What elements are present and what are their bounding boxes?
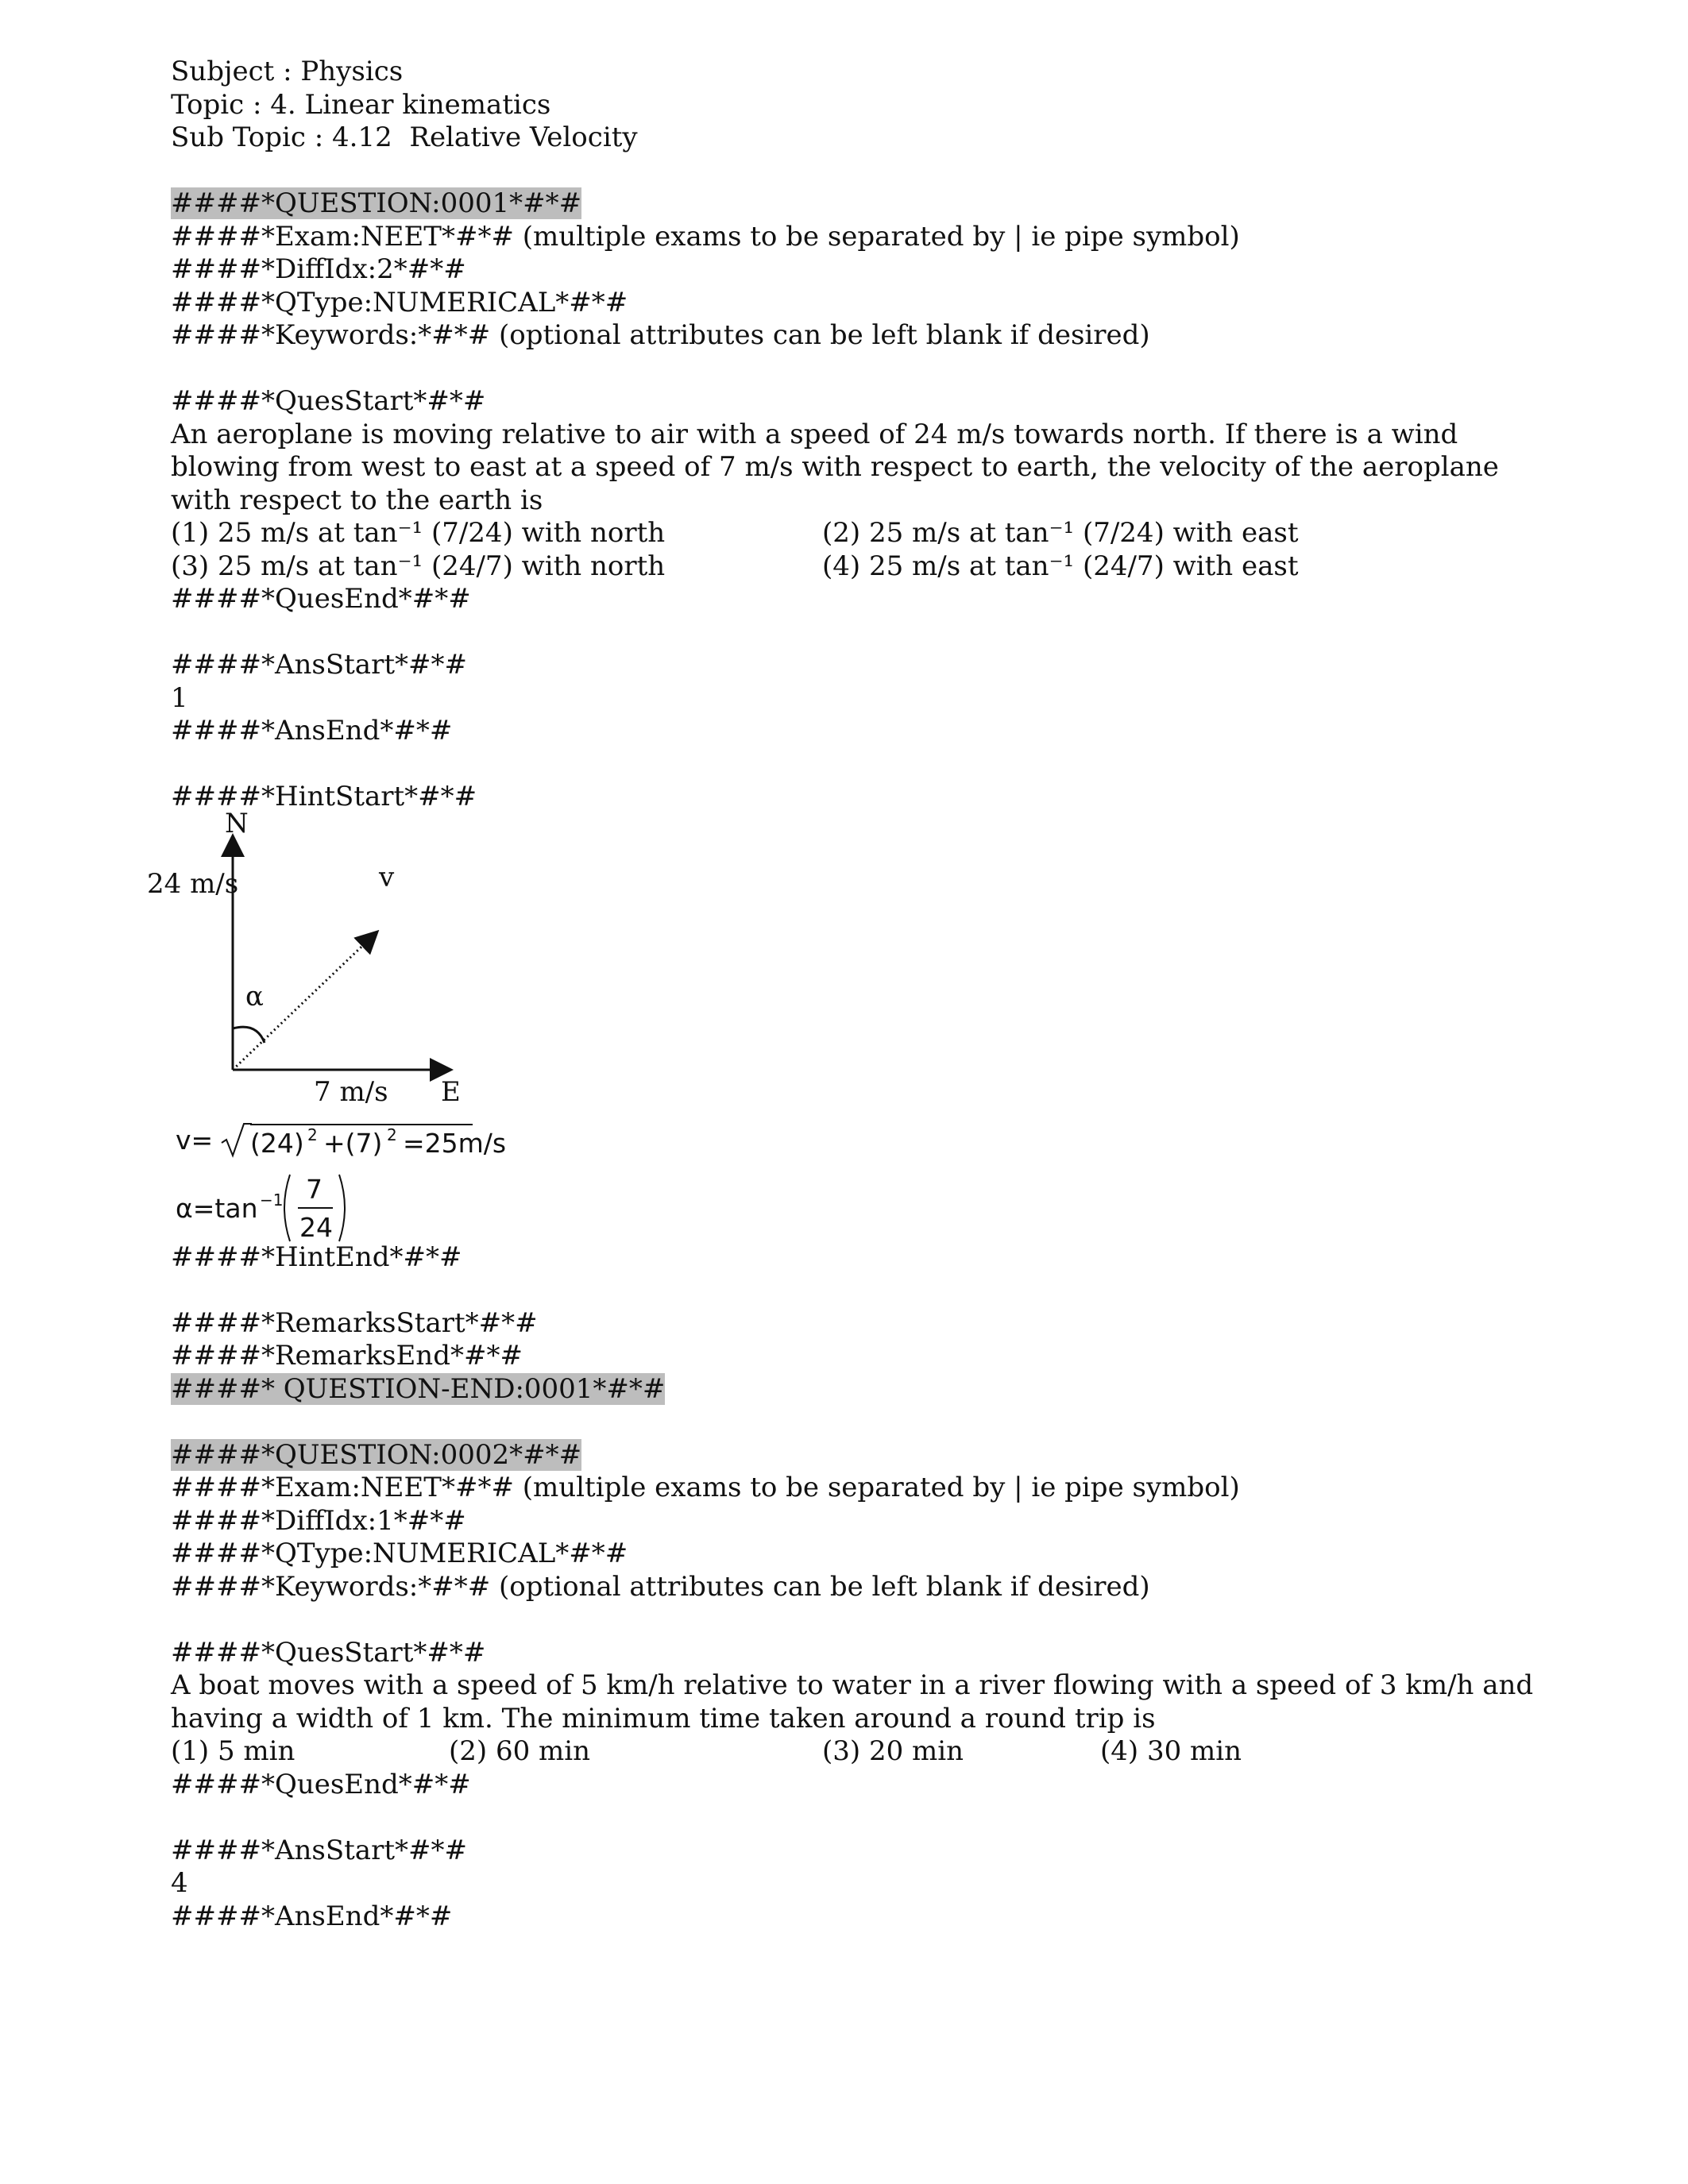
document-page	[147, 56, 1537, 1933]
q1-ans-start: ####*AnsStart*#*#	[171, 649, 467, 681]
q1-question-tag: ####*QUESTION:0001*#*#	[171, 187, 582, 219]
q1-ans-end: ####*AnsEnd*#*#	[171, 715, 453, 747]
q1-option-3: (3) 25 m/s at tan⁻¹ (24/7) with north	[171, 550, 666, 582]
alpha-label: α	[245, 980, 264, 1013]
q2-diff-line: ####*DiffIdx:1*#*#	[171, 1504, 466, 1537]
q2-options-row	[171, 1735, 1537, 1769]
eq2-numerator: 7	[306, 1173, 323, 1205]
eq2-lhs: α=tan	[176, 1192, 258, 1224]
east-label: E	[441, 1075, 461, 1108]
eq2-exp: −1	[260, 1190, 284, 1210]
q2-option-4: (4) 30 min	[1100, 1735, 1242, 1767]
q1-remarks-start: ####*RemarksStart*#*#	[171, 1306, 538, 1339]
subject-line: Subject : Physics	[171, 56, 404, 87]
eq1-exp-a: 2	[307, 1125, 318, 1144]
q1-option-2: (2) 25 m/s at tan⁻¹ (7/24) with east	[822, 517, 1299, 549]
q2-exam-line: ####*Exam:NEET*#*# (multiple exams to be separated by | ie pipe symbol)	[171, 1472, 1240, 1503]
eq1-term-a: (24)	[250, 1127, 304, 1159]
q1-option-4: (4) 25 m/s at tan⁻¹ (24/7) with east	[822, 550, 1299, 582]
q2-option-3: (3) 20 min	[822, 1735, 964, 1767]
vector-diagram	[147, 807, 592, 1108]
q1-hint-end: ####*HintEnd*#*#	[171, 1241, 462, 1273]
q1-question-text: An aeroplane is moving relative to air with a speed of 24 m/s towards north. If there is a wind blowing from west to east at a speed of 7 m/s with respect to earth, the velocity of the aeroplane with respect to the earth is	[171, 418, 1499, 516]
q1-question-end: ####* QUESTION-END:0001*#*#	[171, 1372, 666, 1405]
q1-remarks-end: ####*RemarksEnd*#*#	[171, 1340, 523, 1372]
north-speed-label: 24 m/s	[147, 867, 239, 900]
q1-qtype-line: ####*QType:NUMERICAL*#*#	[171, 286, 628, 318]
eq1-term-b: +(7)	[323, 1127, 383, 1159]
q2-keywords-line: ####*Keywords:*#*# (optional attributes can be left blank if desired)	[171, 1570, 1150, 1603]
q2-ques-start: ####*QuesStart*#*#	[171, 1636, 486, 1669]
sqrt-bar	[250, 1124, 473, 1125]
q1-option-1: (1) 25 m/s at tan⁻¹ (7/24) with north	[171, 517, 666, 549]
q1-exam-line: ####*Exam:NEET*#*# (multiple exams to be separated by | ie pipe symbol)	[171, 220, 1240, 253]
sqrt-sign	[220, 1122, 252, 1159]
v-label: v	[379, 861, 395, 893]
q2-qtype-line: ####*QType:NUMERICAL*#*#	[171, 1538, 628, 1569]
q2-ans-start: ####*AnsStart*#*#	[171, 1834, 467, 1866]
q1-options-row-1	[171, 517, 1537, 550]
q1-ques-start: ####*QuesStart*#*#	[171, 385, 486, 417]
q2-question-tag: ####*QUESTION:0002*#*#	[171, 1438, 582, 1471]
subtopic-line: Sub Topic : 4.12 Relative Velocity	[171, 122, 638, 153]
q1-keywords-line: ####*Keywords:*#*# (optional attributes can be left blank if desired)	[171, 319, 1150, 351]
q2-question-text: A boat moves with a speed of 5 km/h relative to water in a river flowing with a speed of 3 km/h and having a width of 1 km. The minimum time taken around a round trip is	[171, 1669, 1534, 1734]
alpha-arc	[233, 1027, 265, 1043]
topic-line: Topic : 4. Linear kinematics	[171, 88, 551, 121]
q1-options-row-2	[171, 550, 1537, 584]
q2-ques-end: ####*QuesEnd*#*#	[171, 1768, 471, 1800]
east-speed-label: 7 m/s	[314, 1075, 388, 1108]
q2-answer: 4	[171, 1867, 188, 1899]
q1-answer: 1	[171, 681, 188, 714]
q2-option-2: (2) 60 min	[449, 1735, 591, 1767]
north-label: N	[225, 807, 249, 839]
eq2-denominator: 24	[299, 1211, 333, 1243]
q1-ques-end: ####*QuesEnd*#*#	[171, 583, 471, 615]
q1-diff-line: ####*DiffIdx:2*#*#	[171, 253, 466, 285]
q1-hint-start: ####*HintStart*#*#	[171, 781, 477, 812]
q2-ans-end: ####*AnsEnd*#*#	[171, 1900, 453, 1932]
eq1-rhs: =25m/s	[403, 1127, 507, 1159]
eq1-lhs: v=	[176, 1124, 214, 1156]
hint-equations	[171, 1122, 1537, 1241]
eq1-exp-b: 2	[387, 1125, 397, 1144]
q2-option-1: (1) 5 min	[171, 1735, 295, 1767]
